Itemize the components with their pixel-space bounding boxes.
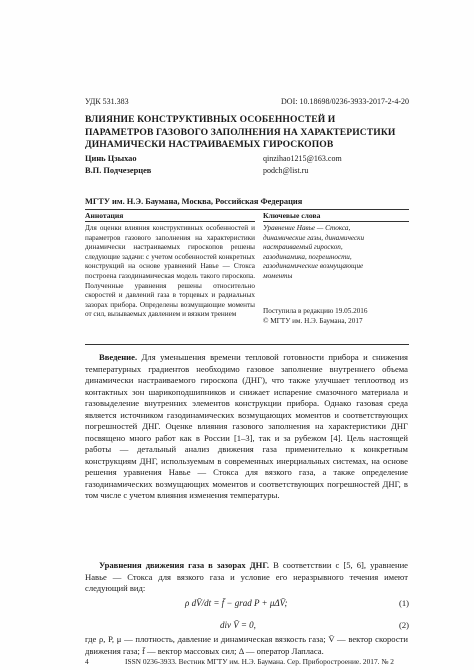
keywords-heading: Ключевые слова — [263, 211, 321, 220]
section-lead: Уравнения движения газа в зазорах ДНГ. — [99, 560, 270, 570]
received-date: Поступила в редакцию 19.05.2016 — [263, 307, 368, 315]
annotation-text: Для оценки влияния конструктивных особенностей и параметров газового заполнения на характеристики динамически настраиваемых гироскопов решены следующие задачи: с учетом особенностей конкретных конструкций на основе уравнений Навье — Стокса построена газодинамическая модель такого гироскопа. Полученные уравнения решены относительно скоростей и давлений газа в торцевых и радиальных зазорах прибора. Определены возмущающие моменты от сил, вызываемых давлением и вязким трением — [85, 224, 255, 319]
author-email: podch@list.ru — [263, 166, 309, 175]
affiliation: МГТУ им. Н.Э. Баумана, Москва, Российская Федерация — [85, 197, 303, 206]
author-name: В.П. Подчезерцев — [85, 166, 152, 175]
section-text: В соответствии с [5, 6], уравнение Навье — Стокса для вязкого газа и условие его неразрывного течения имеют следующий вид: — [85, 560, 408, 593]
section-paragraph — [85, 560, 408, 595]
intro-text: Для уменьшения времени тепловой готовности прибора и снижения температурных градиентов необходимо газовое заполнение внутреннего объема динамически настраиваемого гироскопа (ДНГ), что также улучшает теплоотвод из контактных зон шарикоподшипников и снижает испарение смазочного материала и газовыделение внутренних элементов конструкции прибора. Однако газовая среда является источником газодинамических возмущающих моментов и соответствующих погрешностей ДНГ. Оценке влияния газового заполнения на характеристики ДНГ посвящено много работ как в России [1–3], так и за рубежом [4]. Цель настоящей работы — детальный анализ движения газа применительно к конкретным конструкциям ДНГ, используемым в современных инерциальных системах, на основе решения уравнения Навье — Стокса для вязкого газа, а также определение газодинамических возмущающих моментов и соответствующих погрешностей ДНГ, в том числе с учетом влияния изменения температуры. — [85, 352, 408, 500]
doi: DOI: 10.18698/0236-3933-2017-2-4-20 — [281, 97, 409, 106]
author-name: Цинь Цзыхао — [85, 154, 137, 163]
intro-lead: Введение. — [99, 352, 138, 362]
intro-paragraph — [85, 352, 408, 502]
equation-number-2: (2) — [398, 620, 409, 630]
article-title: ВЛИЯНИЕ КОНСТРУКТИВНЫХ ОСОБЕННОСТЕЙ И ПАРАМЕТРОВ ГАЗОВОГО ЗАПОЛНЕНИЯ НА ХАРАКТЕРИСТИКИ ДИНАМИЧЕСКИ НАСТРАИВАЕМЫХ ГИРОСКОПОВ — [85, 114, 396, 150]
received-info — [263, 307, 367, 326]
author-email: qinzihao1215@163.com — [263, 154, 342, 163]
annotation-heading: Аннотация — [85, 211, 124, 220]
copyright: © МГТУ им. Н.Э. Баумана, 2017 — [263, 316, 363, 325]
journal-footer: ISSN 0236-3933. Вестник МГТУ им. Н.Э. Баумана. Сер. Приборостроение. 2017. № 2 — [125, 657, 394, 666]
equation-1: ρ dV̄/dt = f̄ − grad P + μΔV̄; — [185, 598, 288, 608]
udk-code: УДК 531.383 — [85, 97, 129, 106]
divider — [85, 209, 409, 210]
keywords-text: Уравнение Навье — Стокса, динамические газы, динамически настраиваемый гироскоп, газодинамика, погрешности, газодинамические возмущающие моменты — [263, 224, 365, 280]
after-equation-text: где ρ, P, μ — плотность, давление и динамическая вязкость газа; V̄ — вектор скорости движения газа; f̄ — вектор массовых сил; Δ — оператор Лапласа. — [85, 634, 408, 656]
divider — [263, 221, 409, 222]
equation-number-1: (1) — [398, 598, 409, 608]
page-number: 4 — [85, 657, 89, 666]
divider — [85, 344, 409, 345]
divider — [85, 221, 255, 222]
equation-2: div V̄ = 0, — [220, 620, 256, 630]
